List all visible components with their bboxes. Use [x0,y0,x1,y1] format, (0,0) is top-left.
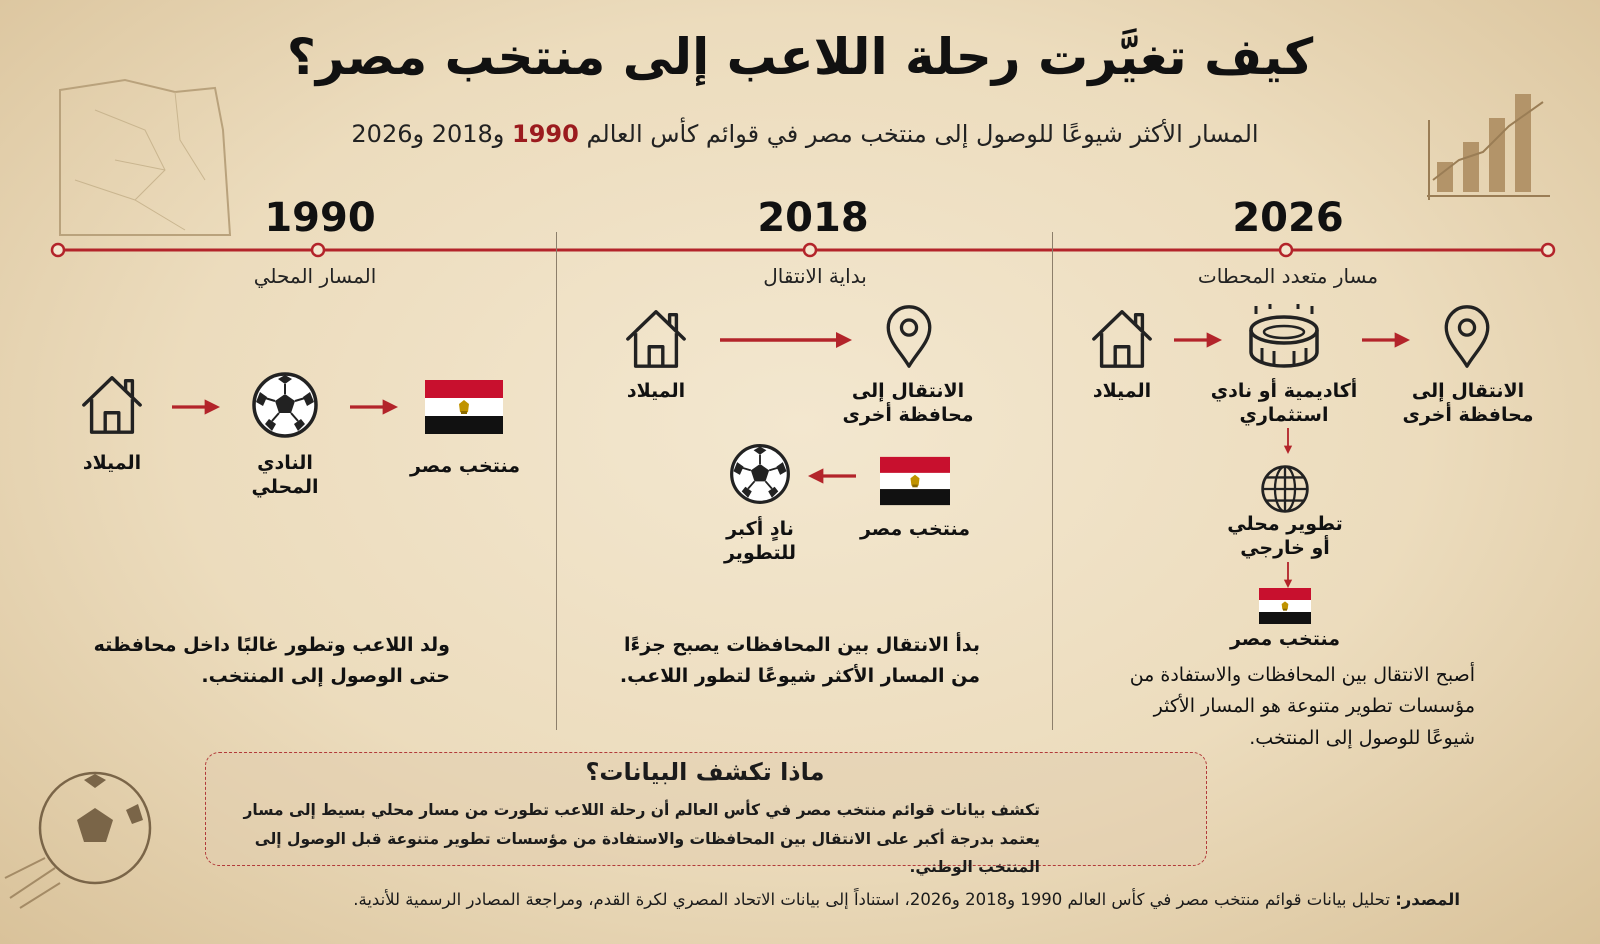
location-pin-icon [876,302,942,372]
year-1990: 1990 [264,195,376,241]
egypt-flag-icon [1254,588,1316,624]
timeline-node [1542,244,1554,256]
egypt-flag-icon [880,455,950,507]
column-divider [1052,232,1053,730]
bar-chart-icon [1425,90,1555,205]
timeline-node [52,244,64,256]
arrow-down-icon [1281,562,1295,588]
insight-box-title: ماذا تكشف البيانات؟ [585,758,825,786]
source-label: المصدر: [1395,890,1460,909]
home-icon [78,370,146,438]
description-2026: أصبح الانتقال بين المحافظات والاستفادة من مؤسسات تطوير متنوعة هو المسار الأكثر شيوعًا للوصول إلى المنتخب. [1129,664,1475,749]
location-pin-icon [1434,302,1500,372]
page-subtitle [300,120,1310,148]
home-icon [622,304,690,372]
arrow-right-icon [720,330,852,350]
arrow-right-icon [350,397,398,417]
step-label-local-club: النادي المحلي [251,452,319,498]
column-divider [556,232,557,730]
description-1990: ولد اللاعب وتطور غالبًا داخل محافظته حتى الوصول إلى المنتخب. [93,634,450,688]
stadium-icon [1244,304,1324,374]
globe-icon [1258,462,1312,516]
timeline-node-1990 [312,244,324,256]
stage-label-2026: مسار متعدد المحطات [1197,264,1379,288]
step-label-national-team: منتخب مصر [859,518,970,540]
insight-box-body: تكشف بيانات قوائم منتخب مصر في كأس العالم أن رحلة اللاعب تطورت من مسار محلي بسيط إلى مسار يعتمد بدرجة أكبر على الانتقال بين المحافظات والاستفادة من مؤسسات تطوير متنوعة قبل الوصول إلى المنتخب الوطني. [243,801,1040,877]
stage-label-1990: المسار المحلي [253,264,377,288]
step-label-birth: الميلاد [82,452,142,474]
step-label-national-team: منتخب مصر [1229,628,1340,650]
step-label-development: تطوير محلي أو خارجي [1227,513,1343,559]
timeline-line [0,238,1600,262]
source-note [160,890,1460,909]
step-label-move-governorate: الانتقال إلى محافظة أخرى [842,380,974,426]
arrow-left-icon [808,466,856,486]
step-label-birth: الميلاد [1092,380,1152,402]
year-2026: 2026 [1232,195,1344,241]
year-2018: 2018 [757,195,869,241]
subtitle-prefix: المسار الأكثر شيوعًا للوصول إلى منتخب مصر في قوائم كأس العالم [586,120,1259,148]
step-label-move-governorate: الانتقال إلى محافظة أخرى [1402,380,1534,426]
description-2018: بدأ الانتقال بين المحافظات يصبح جزءًا من المسار الأكثر شيوعًا لتطور اللاعب. [619,634,980,688]
step-label-birth: الميلاد [626,380,686,402]
step-label-academy: أكاديمية أو نادي استثماري [1210,380,1358,426]
arrow-right-icon [1362,330,1410,350]
arrow-down-icon [1281,428,1295,454]
page-title: كيف تغيَّرت رحلة اللاعب إلى منتخب مصر؟ [286,28,1314,86]
step-label-national-team: منتخب مصر [409,455,520,477]
sketch-ball-icon [0,758,160,908]
step-label-bigger-club: نادٍ أكبر للتطوير [723,518,797,564]
arrow-right-icon [172,397,220,417]
home-icon [1088,304,1156,372]
arrow-right-icon [1174,330,1222,350]
subtitle-suffix: و2018 و2026 [351,120,505,148]
timeline-node-2018 [804,244,816,256]
egypt-map-icon [55,70,235,250]
timeline-node-2026 [1280,244,1292,256]
subtitle-highlight-year: 1990 [512,120,579,148]
football-icon [728,442,792,506]
stage-label-2018: بداية الانتقال [763,264,867,288]
egypt-flag-icon [425,379,503,435]
source-text: تحليل بيانات قوائم منتخب مصر في كأس العالم 1990 و2018 و2026، استناداً إلى بيانات الاتحاد المصري لكرة القدم، ومراجعة المصادر الرسمية للأندية. [353,890,1390,909]
football-icon [250,370,320,440]
